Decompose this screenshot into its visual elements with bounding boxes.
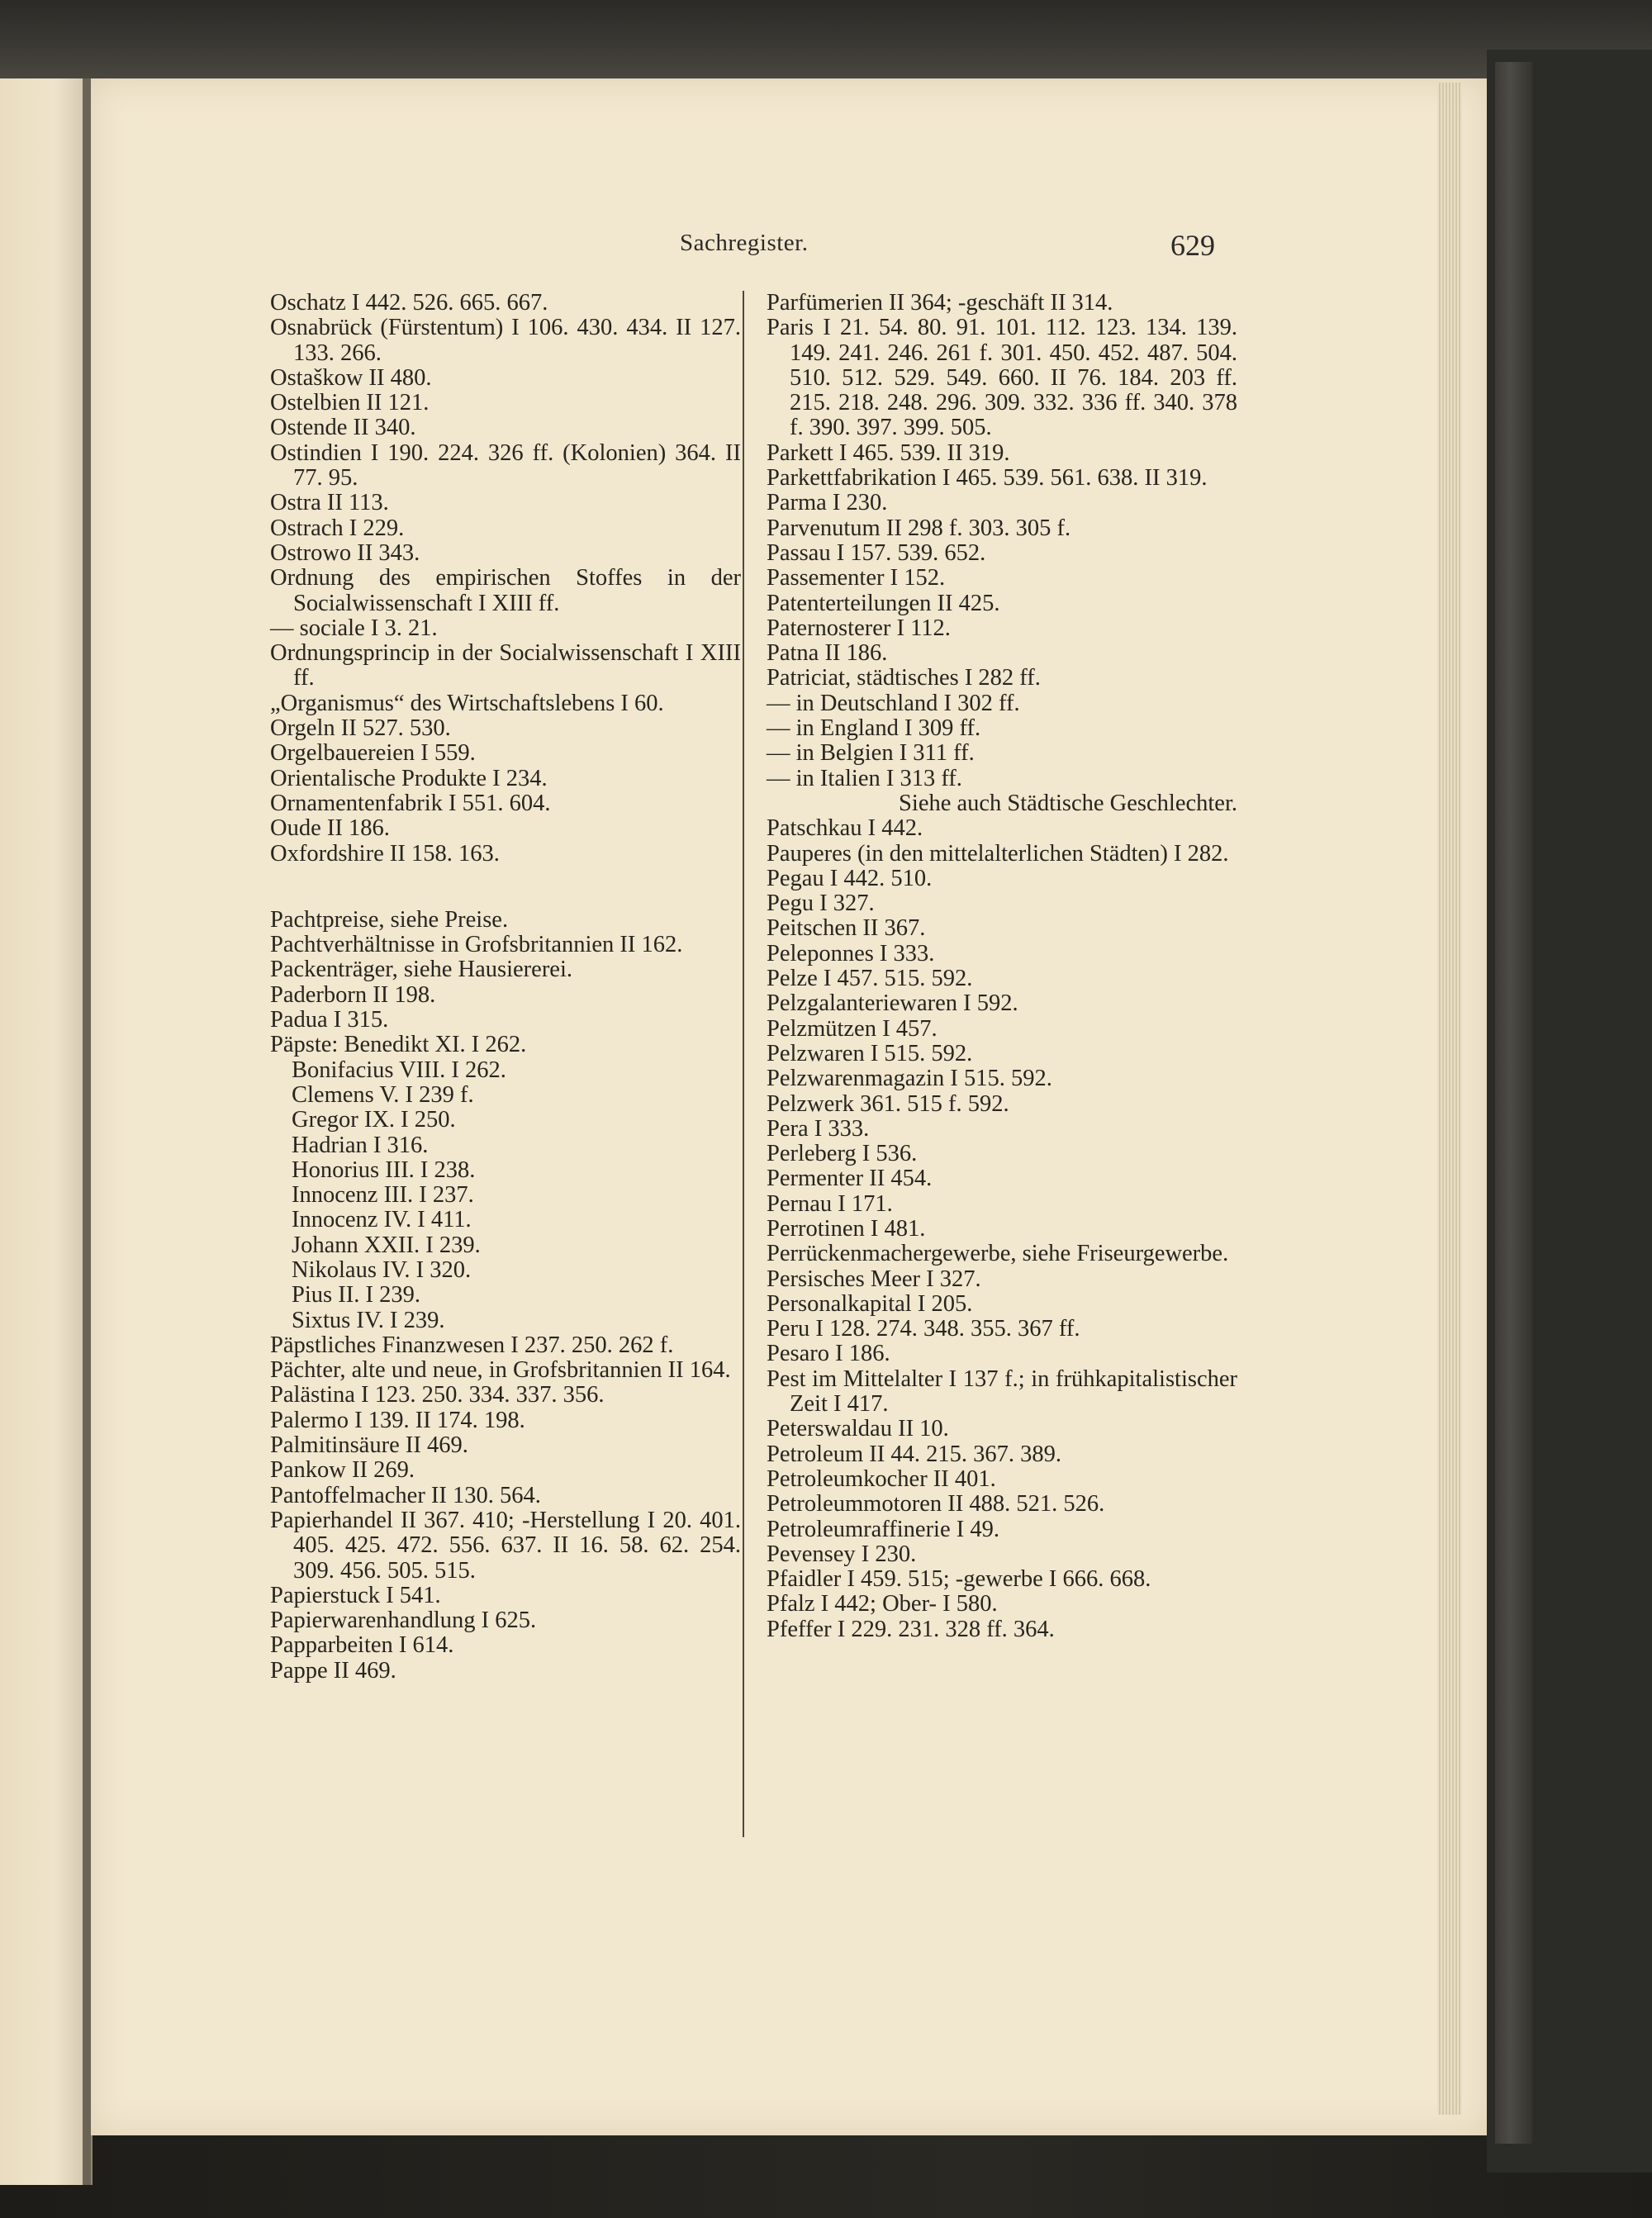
index-entry: Padua I 315. — [270, 1007, 389, 1033]
index-entry: Ostelbien II 121. — [270, 390, 430, 416]
index-subentry: Pius II. I 239. — [292, 1282, 420, 1308]
index-entry: Pelzwerk 361. 515 f. 592. — [767, 1090, 1009, 1117]
index-entry: Perrotinen I 481. — [767, 1215, 926, 1242]
cross-reference-note: Siehe auch Städtische Geschlechter. — [899, 790, 1237, 816]
cover-board — [1495, 62, 1532, 2144]
index-entry: Paternosterer I 112. — [767, 615, 951, 641]
index-entry: Passementer I 152. — [767, 565, 946, 591]
index-entry: Oxfordshire II 158. 163. — [270, 840, 500, 867]
column-divider — [743, 291, 744, 1837]
index-entry: Ornamentenfabrik I 551. 604. — [270, 790, 551, 816]
index-entry: Papparbeiten I 614. — [270, 1632, 454, 1659]
index-entry: Orgelbauereien I 559. — [270, 740, 476, 767]
index-entry: Permenter II 454. — [767, 1166, 933, 1192]
book-cover-right — [1487, 50, 1652, 2173]
section-gap — [270, 867, 741, 908]
index-entry: Palmitinsäure II 469. — [270, 1432, 468, 1459]
index-entry: Papierhandel II 367. 410; -Herstellung I 20. 401. 405. 425. 472. 556. 637. II 16. 58. 62. 254. 309. 456. 505. 515. — [270, 1507, 741, 1584]
index-entry: Paris I 21. 54. 80. 91. 101. 112. 123. 134. 139. 149. 241. 246. 261 f. 301. 450. 452. 487. 504. 510. 512. 529. 549. 660. II 76. 184. 203 ff. 215. 218. 248. 296. 309. 332. 336 ff. 340. 378 f. 390. 397. 399. 505. — [767, 315, 1237, 441]
index-entry: Petroleum II 44. 215. 367. 389. — [767, 1441, 1062, 1467]
index-entry: Pachtverhältnisse in Grofsbritannien II 162. — [270, 932, 683, 958]
index-entry: Parkett I 465. 539. II 319. — [767, 439, 1010, 466]
index-entry: Peleponnes I 333. — [767, 940, 935, 967]
index-entry: Pächter, alte und neue, in Grofsbritannien II 164. — [270, 1357, 731, 1384]
index-subentry: Clemens V. I 239 f. — [292, 1081, 474, 1108]
index-entry: Patna II 186. — [767, 640, 888, 667]
index-entry: Ostaškow II 480. — [270, 364, 432, 391]
index-entry: Pappe II 469. — [270, 1657, 396, 1684]
index-entry: Papierstuck I 541. — [270, 1582, 441, 1608]
index-subentry: Johann XXII. I 239. — [292, 1232, 481, 1258]
index-subentry: Innocenz III. I 237. — [292, 1182, 474, 1209]
index-entry: Oude II 186. — [270, 815, 390, 842]
index-entry: Paderborn II 198. — [270, 981, 436, 1008]
index-entry: Personalkapital I 205. — [767, 1290, 973, 1317]
index-subentry: Gregor IX. I 250. — [292, 1107, 456, 1133]
index-entry: Ordnung des empirischen Stoffes in der Socialwissenschaft I XIII ff. — [270, 565, 741, 616]
index-entry: Packenträger, siehe Hausiererei. — [270, 957, 573, 983]
index-entry: Patschkau I 442. — [767, 815, 923, 842]
index-column-left — [270, 291, 741, 1684]
index-entry: Pelzwarenmagazin I 515. 592. — [767, 1066, 1052, 1092]
index-entry: Perleberg I 536. — [767, 1141, 918, 1167]
index-entry: Palermo I 139. II 174. 198. — [270, 1407, 525, 1433]
index-entry: Pantoffelmacher II 130. 564. — [270, 1482, 541, 1508]
index-entry: Petroleummotoren II 488. 521. 526. — [767, 1491, 1105, 1517]
index-entry: Pelzgalanteriewaren I 592. — [767, 990, 1018, 1017]
page-number: 629 — [1170, 229, 1215, 262]
index-entry: Parkettfabrikation I 465. 539. 561. 638. II 319. — [767, 465, 1208, 492]
index-entry: Pelzwaren I 515. 592. — [767, 1040, 973, 1066]
index-entry: Passau I 157. 539. 652. — [767, 539, 986, 566]
previous-page-edge — [0, 78, 93, 2185]
index-subentry: Sixtus IV. I 239. — [292, 1307, 445, 1333]
index-entry: Palästina I 123. 250. 334. 337. 356. — [270, 1382, 605, 1408]
index-entry: Ostende II 340. — [270, 415, 416, 441]
index-entry: Pegu I 327. — [767, 891, 875, 917]
index-entry: Pfaidler I 459. 515; -gewerbe I 666. 668. — [767, 1566, 1151, 1593]
index-entry: Pest im Mittelalter I 137 f.; in frühkapitalistischer Zeit I 417. — [767, 1365, 1237, 1418]
index-entry: — sociale I 3. 21. — [270, 615, 438, 641]
index-entry: Ostrach I 229. — [270, 515, 405, 541]
index-entry: Ostindien I 190. 224. 326 ff. (Kolonien) 364. II 77. 95. — [270, 439, 741, 492]
index-entry: Pelze I 457. 515. 592. — [767, 966, 973, 992]
index-entry: Pelzmützen I 457. — [767, 1015, 938, 1042]
index-entry: — in Deutschland I 302 ff. — [767, 690, 1020, 716]
index-entry: — in Belgien I 311 ff. — [767, 740, 975, 767]
index-entry: Pevensey I 230. — [767, 1541, 917, 1567]
index-subentry: Hadrian I 316. — [292, 1132, 429, 1158]
index-entry: Parvenutum II 298 f. 303. 305 f. — [767, 515, 1071, 541]
index-entry: — in England I 309 ff. — [767, 715, 981, 742]
index-entry: Pankow II 269. — [270, 1457, 415, 1484]
index-entry: Pfeffer I 229. 231. 328 ff. 364. — [767, 1616, 1055, 1642]
index-entry: Peitschen II 367. — [767, 915, 926, 942]
book-cover-top — [0, 0, 1652, 78]
index-entry: Peru I 128. 274. 348. 355. 367 ff. — [767, 1316, 1080, 1342]
index-subentry: Innocenz IV. I 411. — [292, 1207, 472, 1233]
index-entry: Pera I 333. — [767, 1115, 870, 1142]
index-entry: Patenterteilungen II 425. — [767, 590, 1000, 616]
index-entry: Ordnungsprincip in der Socialwissenschaft I XIII ff. — [270, 640, 741, 691]
index-entry: Orientalische Produkte I 234. — [270, 765, 548, 791]
index-entry: Pernau I 171. — [767, 1190, 893, 1217]
index-entry: Parfümerien II 364; -geschäft II 314. — [767, 290, 1113, 316]
index-entry: Persisches Meer I 327. — [767, 1266, 981, 1292]
index-subentry: Honorius III. I 238. — [292, 1156, 476, 1183]
page-stack-edge — [1437, 83, 1462, 2115]
index-entry: Päpstliches Finanzwesen I 237. 250. 262 f. — [270, 1332, 674, 1358]
index-entry: Parma I 230. — [767, 490, 888, 516]
index-entry: Pegau I 442. 510. — [767, 865, 933, 891]
index-entry: Ostra II 113. — [270, 490, 389, 516]
index-entry: Osnabrück (Fürstentum) I 106. 430. 434. II 127. 133. 266. — [270, 315, 741, 366]
index-entry: Patriciat, städtisches I 282 ff. — [767, 665, 1041, 691]
index-entry: Pfalz I 442; Ober- I 580. — [767, 1591, 998, 1617]
index-entry: Papierwarenhandlung I 625. — [270, 1608, 537, 1634]
index-subentry: Bonifacius VIII. I 262. — [292, 1057, 506, 1083]
index-entry: Petroleumraffinerie I 49. — [767, 1516, 999, 1542]
index-entry: „Organismus“ des Wirtschaftslebens I 60. — [270, 690, 664, 716]
index-entry: Pesaro I 186. — [767, 1341, 890, 1367]
running-head: Sachregister. — [680, 230, 809, 256]
index-entry: Perrückenmachergewerbe, siehe Friseurgewerbe. — [767, 1241, 1229, 1267]
index-entry: — in Italien I 313 ff. — [767, 765, 962, 791]
index-entry: Pachtpreise, siehe Preise. — [270, 906, 509, 933]
index-column-right — [767, 291, 1237, 1642]
index-entry: Pauperes (in den mittelalterlichen Städten) I 282. — [767, 840, 1229, 867]
index-entry: Ostrowo II 343. — [270, 539, 420, 566]
index-entry: Peterswaldau II 10. — [767, 1416, 949, 1442]
gutter-shadow — [83, 78, 91, 2185]
index-entry: Oschatz I 442. 526. 665. 667. — [270, 290, 548, 316]
index-subentry: Nikolaus IV. I 320. — [292, 1256, 472, 1283]
index-entry: Orgeln II 527. 530. — [270, 715, 451, 742]
index-entry: Petroleumkocher II 401. — [767, 1465, 996, 1492]
index-entry: Päpste: Benedikt XI. I 262. — [270, 1032, 527, 1058]
